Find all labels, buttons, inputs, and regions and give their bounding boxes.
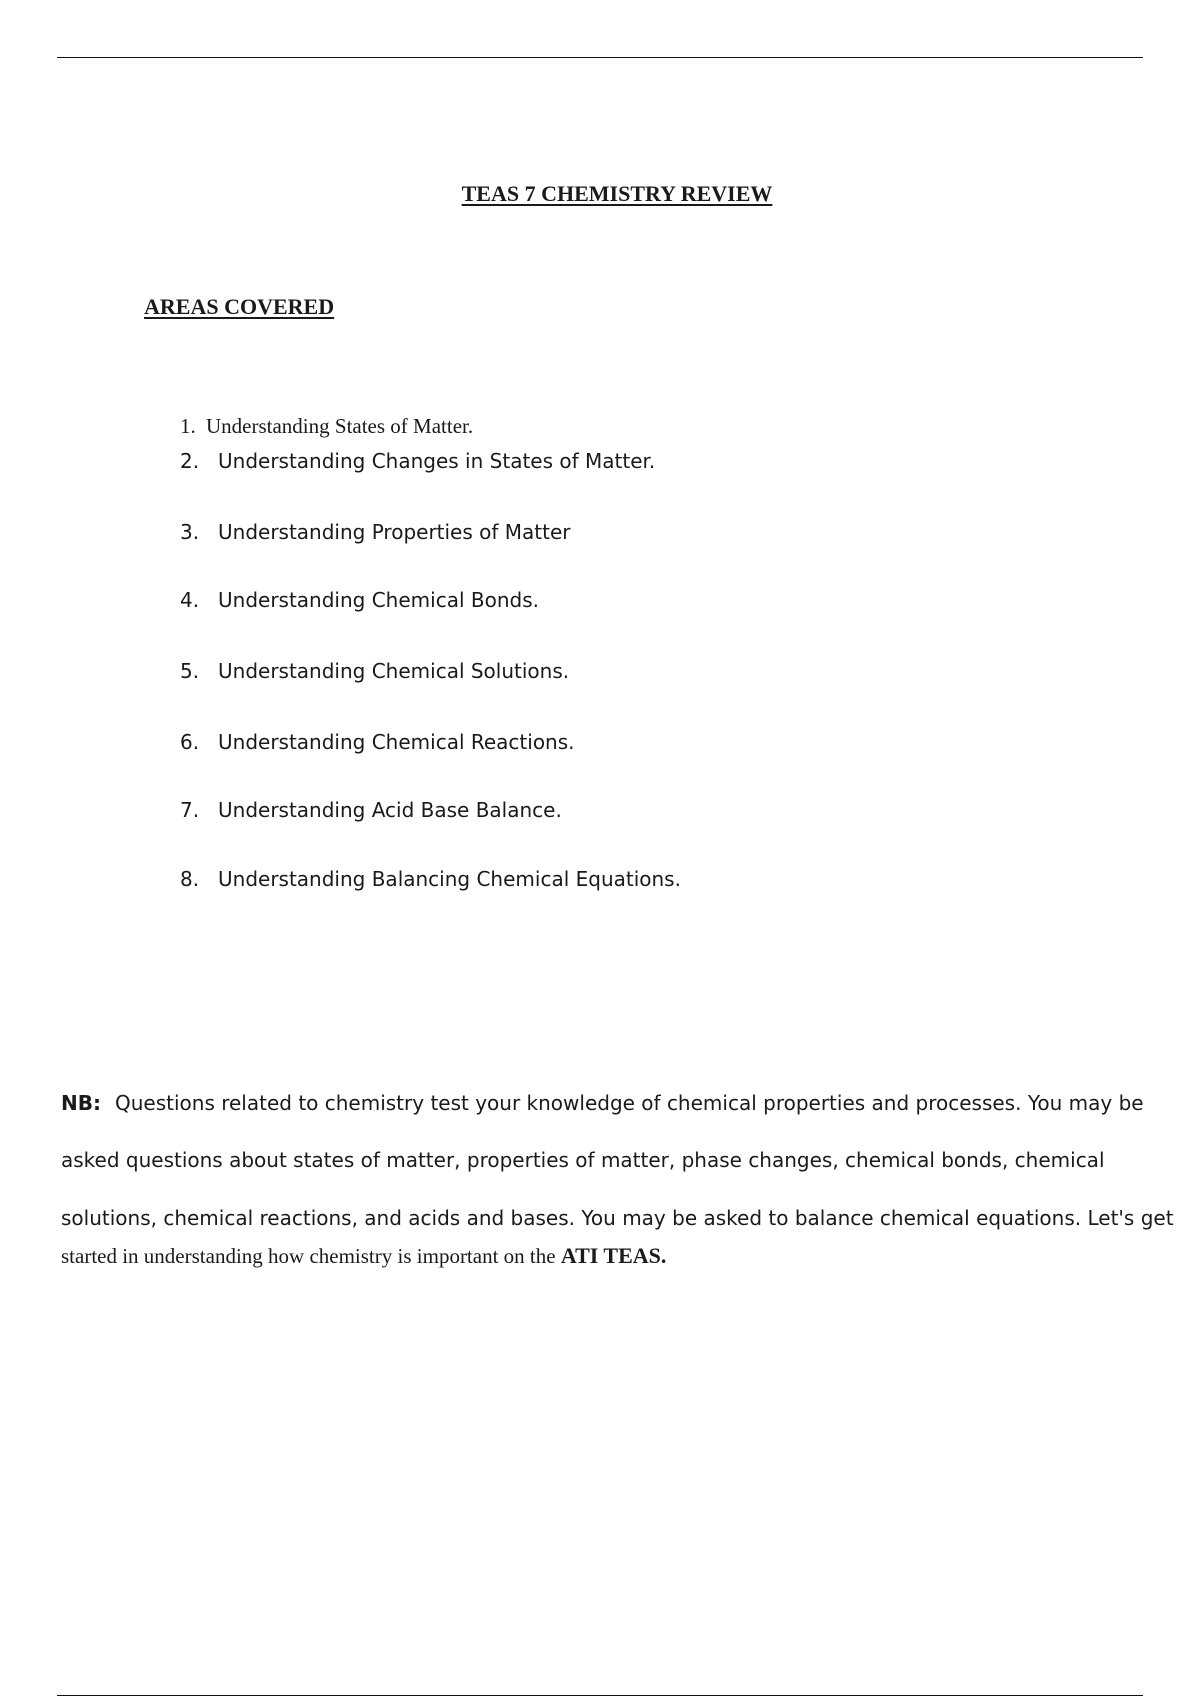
list-item-number: 4. [180, 588, 200, 612]
list-item-text: Understanding Chemical Reactions. [218, 730, 575, 754]
list-item-number: 3. [180, 520, 200, 544]
nb-line-4-text: started in understanding how chemistry is important on the [61, 1244, 561, 1268]
list-item [180, 449, 655, 473]
nb-line-2: asked questions about states of matter, properties of matter, phase changes, chemical bonds, chemical [61, 1148, 1105, 1172]
nb-line-1 [61, 1091, 1144, 1115]
list-item-text: Understanding Acid Base Balance. [218, 798, 562, 822]
list-item-text: Understanding Properties of Matter [218, 520, 571, 544]
areas-covered-heading: AREAS COVERED [144, 294, 335, 319]
nb-label: NB: [61, 1091, 101, 1115]
nb-line-4 [61, 1243, 666, 1269]
list-item [180, 659, 569, 683]
list-item-text: Understanding States of Matter. [206, 414, 474, 438]
list-item [180, 730, 575, 754]
list-item [180, 588, 539, 612]
list-item-number: 5. [180, 659, 200, 683]
list-item-text: Understanding Changes in States of Matter. [218, 449, 656, 473]
list-item-number: 1. [180, 414, 196, 438]
list-item-text: Understanding Chemical Bonds. [218, 588, 539, 612]
list-item-text: Understanding Chemical Solutions. [218, 659, 570, 683]
document-title: TEAS 7 CHEMISTRY REVIEW [461, 181, 773, 206]
bottom-rule [57, 1695, 1143, 1696]
list-item-text: Understanding Balancing Chemical Equations. [218, 867, 681, 891]
list-item-number: 7. [180, 798, 200, 822]
list-item [180, 867, 681, 891]
list-item [180, 798, 562, 822]
nb-line-1-text: Questions related to chemistry test your knowledge of chemical properties and processes. You may be [114, 1091, 1144, 1115]
list-item [180, 414, 473, 438]
list-item [180, 520, 571, 544]
list-item-number: 2. [180, 449, 200, 473]
nb-line-3: solutions, chemical reactions, and acids and bases. You may be asked to balance chemical equations. Let's get [61, 1206, 1174, 1230]
ati-teas-emphasis: ATI TEAS. [560, 1243, 667, 1268]
list-item-number: 6. [180, 730, 200, 754]
list-item-number: 8. [180, 867, 200, 891]
top-rule [57, 57, 1143, 58]
